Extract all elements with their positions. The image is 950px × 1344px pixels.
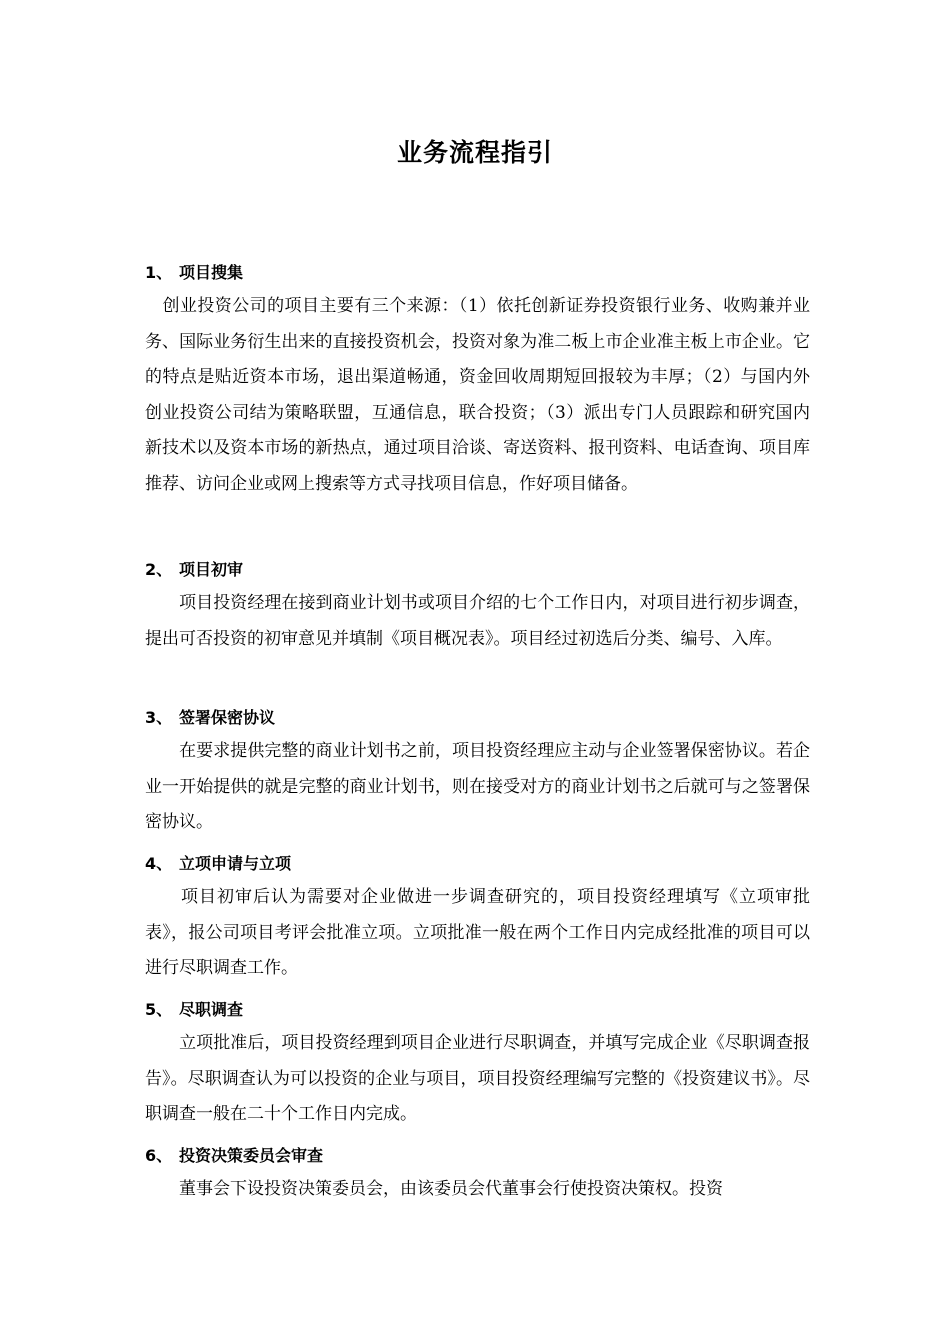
section-heading-4 [145, 851, 291, 874]
section-body-1: 创业投资公司的项目主要有三个来源：（1）依托创新证券投资银行业务、收购兼并业务、国际业务衍生出来的直接投资机会，投资对象为准二板上市企业准主板上市企业。它的特点是贴近资本市场，退出渠道畅通，资金回收周期短回报较为丰厚；（2）与国内外创业投资公司结为策略联盟，互通信息，联合投资；（3）派出专门人员跟踪和研究国内新技术以及资本市场的新热点，通过项目洽谈、寄送资料、报刊资料、电话查询、项目库推荐、访问企业或网上搜索等方式寻找项目信息，作好项目储备。 [145, 296, 810, 494]
section-number: 5、 [145, 1000, 173, 1019]
section-heading-3 [145, 705, 275, 728]
section-body-6: 董事会下设投资决策委员会，由该委员会代董事会行使投资决策权。投资 [145, 1179, 723, 1199]
section-title: 投资决策委员会审查 [179, 1146, 324, 1165]
section-title: 项目初审 [179, 560, 244, 579]
section-body-2: 项目投资经理在接到商业计划书或项目介绍的七个工作日内，对项目进行初步调查，提出可否投资的初审意见并填制《项目概况表》。项目经过初选后分类、编号、入库。 [145, 593, 810, 649]
document-title: 业务流程指引 [396, 138, 553, 167]
section-title: 项目搜集 [179, 263, 244, 282]
section-number: 4、 [145, 854, 173, 873]
section-number: 6、 [145, 1146, 173, 1165]
section-title: 签署保密协议 [179, 708, 276, 727]
section-heading-6 [145, 1143, 323, 1166]
section-heading-2 [145, 557, 243, 580]
section-heading-1 [145, 260, 243, 283]
section-body-3: 在要求提供完整的商业计划书之前，项目投资经理应主动与企业签署保密协议。若企业一开始提供的就是完整的商业计划书，则在接受对方的商业计划书之后就可与之签署保密协议。 [145, 741, 810, 832]
section-number: 1、 [145, 263, 173, 282]
section-number: 2、 [145, 560, 173, 579]
section-number: 3、 [145, 708, 173, 727]
section-title: 尽职调查 [179, 1000, 244, 1019]
section-body-5: 立项批准后，项目投资经理到项目企业进行尽职调查，并填写完成企业《尽职调查报告》。尽职调查认为可以投资的企业与项目，项目投资经理编写完整的《投资建议书》。尽职调查一般在二十个工作日内完成。 [145, 1033, 810, 1124]
section-title: 立项申请与立项 [179, 854, 292, 873]
section-heading-5 [145, 997, 243, 1020]
section-body-4: 项目初审后认为需要对企业做进一步调查研究的，项目投资经理填写《立项审批表》，报公司项目考评会批准立项。立项批准一般在两个工作日内完成经批准的项目可以进行尽职调查工作。 [145, 887, 810, 978]
